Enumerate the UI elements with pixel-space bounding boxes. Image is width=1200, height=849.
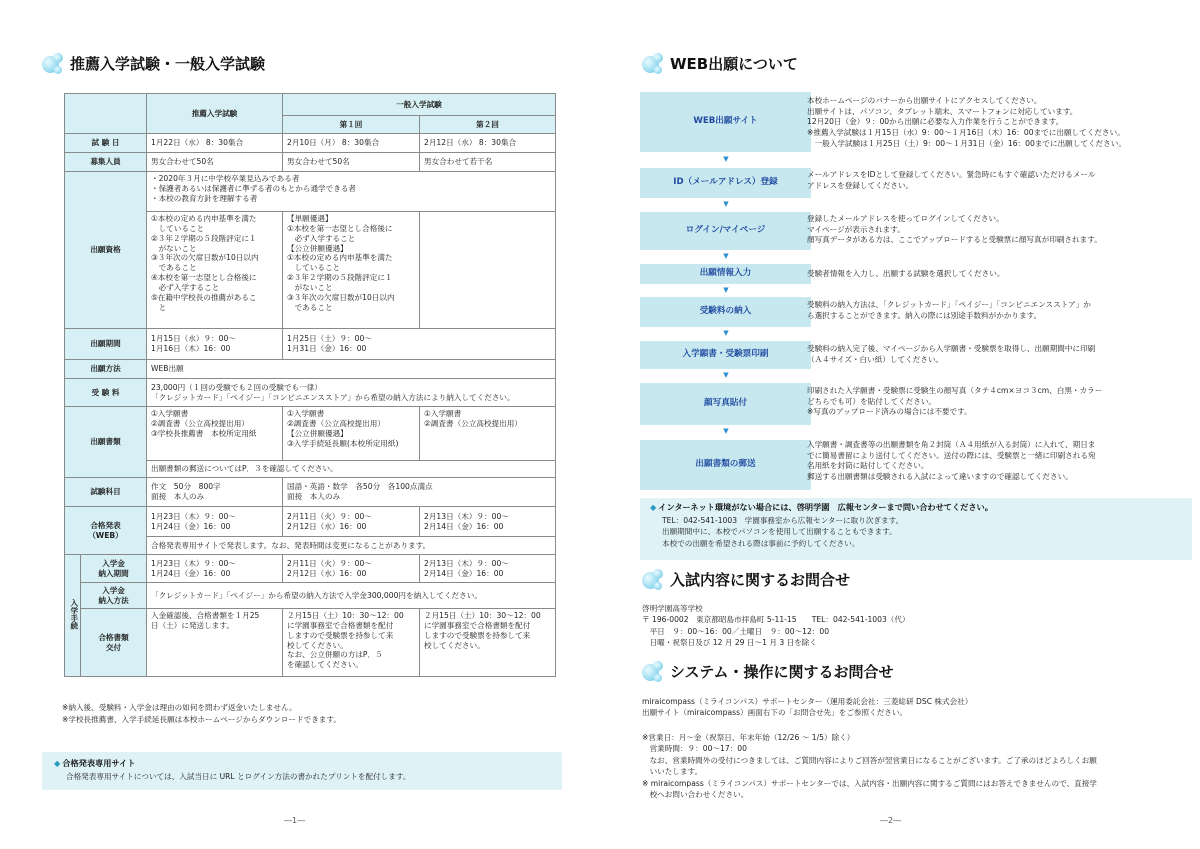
row-label-pay-period: 入学金 納入期間 — [81, 555, 147, 583]
row-label-fee: 受 験 料 — [65, 379, 147, 407]
flow-desc-web-site: 本校ホームページのバナーから出願サイトにアクセスしてください。 出願サイトは、パソコン、タブレット端末、スマートフォンに対応しています。 12月20日（金）９：00から出願に必要な入力作業を行うことができます。 ※推薦入学試験は１月15日（水）9：00～１月16日（木）16：00までに出願してください。 一般入学試験は１月25日（土）9：00～１月31日（金）16：00までに出願してください。 — [807, 96, 1126, 148]
fee-value: 23,000円（１回の受験でも２回の受験でも一律） 「クレジットカード」「ペイジー」「コンビニエンスストア」から希望の納入方法により納入してください。 — [147, 379, 556, 407]
right-page — [600, 0, 1200, 849]
flow-step-payment: 受験料の納入 — [640, 297, 811, 327]
qual-common-3: ・本校の教育方針を理解する者 — [151, 193, 258, 203]
row-label-period: 出願期間 — [65, 329, 147, 360]
qual-blank — [420, 212, 556, 329]
pay-period-r2: 2月13日（木）９：00～ 2月14日（金）16：00 — [420, 555, 556, 583]
docs-note: 出願書類の郵送についてはP．３を確認してください。 — [147, 461, 556, 478]
exam-date-r1: 2月10日（月） 8：30集合 — [283, 134, 420, 153]
exam-table — [64, 93, 556, 677]
result-rec: 1月23日（木）９：00～ 1月24日（金）16：00 — [147, 507, 283, 537]
triangle-down-icon: ▼ — [723, 200, 729, 208]
header-general: 一般入学試験 — [283, 94, 556, 116]
section-title-contact-system: システム・操作に関するお問合せ — [640, 660, 894, 684]
flow-step-mail: 出願書類の郵送 — [640, 440, 811, 490]
note-refund: ※納入後、受験料・入学金は理由の如何を問わず返金いたしません。 — [62, 703, 297, 712]
subjects-gen: 国語・英語・数学 各50分 各100点満点 面接 本人のみ — [283, 478, 556, 507]
qual-common-1: ・2020年３月に中学校卒業見込みである者 — [151, 174, 300, 183]
left-notes — [62, 702, 341, 726]
capacity-r1: 男女合わせて50名 — [283, 153, 420, 172]
triangle-down-icon: ▼ — [723, 155, 729, 163]
no-internet-line-1: TEL：042-541-1003 学園事務室から広報センターに取り次ぎます。 — [662, 516, 904, 526]
period-gen: 1月25日（土）９：00～ 1月31日（金）16：00 — [283, 329, 556, 360]
triangle-down-icon: ▼ — [723, 371, 729, 379]
row-label-capacity: 募集人員 — [65, 153, 147, 172]
row-label-documents: 出願書類 — [65, 407, 147, 478]
header-recommend: 推薦入学試験 — [147, 94, 283, 134]
header-round1: 第１回 — [283, 116, 420, 134]
result-site-box — [42, 752, 562, 790]
capacity-r2: 男女合わせて若干名 — [420, 153, 556, 172]
flow-desc-input: 受験者情報を入力し、出願する試験を選択してください。 — [807, 269, 1005, 278]
row-label-qualification: 出願資格 — [65, 172, 147, 329]
triangle-down-icon: ▼ — [723, 427, 729, 435]
row-label-exam-date: 試 験 日 — [65, 134, 147, 153]
bubble-icon — [640, 660, 664, 684]
enroll-group-label: 入学手続 — [65, 555, 81, 677]
capacity-rec: 男女合わせて50名 — [147, 153, 283, 172]
row-label-result: 合格発表 （WEB） — [65, 507, 147, 555]
flow-desc-print: 受験料の納入完了後、マイページから入学願書・受験票を取得し、出願期間中に印刷 （Ａ４サイズ・白い紙）してください。 — [807, 344, 1096, 364]
flow-step-web-site: WEB出願サイト — [640, 92, 811, 152]
row-label-method: 出願方法 — [65, 360, 147, 379]
qual-rec: ①本校の定める内申基準を満た していること ②３年２学期の５段階評定に１ がないこと ③３年次の欠席日数が10日以内 であること ④本校を第一志望とし合格後に 必ず入学すること ⑤在籍中学校長の推薦があるこ と — [147, 212, 283, 329]
qual-gen: 【単願優遇】 ①本校を第一志望とし合格後に 必ず入学すること 【公立併願優遇】 ①本校の定める内申基準を満た していること ②３年２学期の５段階評定に１ がないこと ③３年次の欠席日数が10日以内 であること — [283, 212, 420, 329]
result-site-title: ◆ 合格発表専用サイト — [54, 758, 550, 769]
page-number-2: ―2― — [880, 816, 902, 825]
method-value: WEB出願 — [147, 360, 556, 379]
flow-step-login: ログイン/マイページ — [640, 212, 811, 250]
docs-r2: ①入学願書 ②調査書（公立高校提出用） — [420, 407, 556, 461]
no-internet-title: ◆ インターネット環境がない場合には、啓明学園 広報センターまで問い合わせてください。 — [650, 502, 1182, 513]
section-title-web: WEB出願について — [640, 52, 798, 76]
result-r1: 2月11日（火）９：00～ 2月12日（水）16：00 — [283, 507, 420, 537]
flow-step-photo: 顔写真貼付 — [640, 383, 811, 425]
issue-r1: ２月15日（土）10：30～12：00 に学園事務室で合格書類を配付 しますので受験票を持参して来 校してください。 なお、公立併願の方はP．５ を確認してください。 — [283, 609, 420, 677]
header-round2: 第２回 — [420, 116, 556, 134]
bubble-icon — [640, 52, 664, 76]
page-number-1: ―1― — [284, 816, 306, 825]
contact-system-details: ※営業日：月～金（祝祭日、年末年始（12/26 ～ 1/5）除く） 営業時間：９：00～17：00 なお、営業時間外の受付につきましては、ご質問内容によりご回答が翌営業日になることがございます。ご了承のほどよろしくお願 いいたします。 ※ miraicompass（ミライコンパス）サポートセンターでは、入試内容・出願内容に関するご質問にはお答えできませんので、直接学 校へお問い合わせください。 — [642, 733, 1097, 799]
row-label-pay-method: 入学金 納入方法 — [81, 583, 147, 609]
issue-r2: ２月15日（土）10：30～12：00 に学園事務室で合格書類を配付 しますので受験票を持参して来 校してください。 — [420, 609, 556, 677]
exam-date-rec: 1月22日（水） 8：30集合 — [147, 134, 283, 153]
flow-step-print: 入学願書・受験票印刷 — [640, 341, 811, 369]
header-blank — [65, 94, 147, 134]
docs-r1: ①入学願書 ②調査書（公立高校提出用） 【公立併願優遇】 ③入学手続延長願(本校所定用紙) — [283, 407, 420, 461]
triangle-down-icon: ▼ — [723, 329, 729, 337]
bubble-icon — [640, 568, 664, 592]
result-site-text: 合格発表専用サイトについては、入試当日に URL とログイン方法の書かれたプリントを配付します。 — [66, 772, 411, 782]
row-label-subjects: 試験科目 — [65, 478, 147, 507]
period-rec: 1月15日（水）９：00～ 1月16日（木）16：00 — [147, 329, 283, 360]
pay-period-r1: 2月11日（火）９：00～ 2月12日（水）16：00 — [283, 555, 420, 583]
no-internet-line-3: 本校での出願を希望される際は事前に予約してください。 — [662, 538, 860, 548]
row-label-issue: 合格書類 交付 — [81, 609, 147, 677]
contact-system-info: miraicompass（ミライコンパス）サポートセンター（運用委託会社：三菱総研 DSC 株式会社） 出願サイト（miraicompass）画面右下の「お問合せ先」をご参照ください。 — [642, 697, 973, 718]
pay-period-rec: 1月23日（木）９：00～ 1月24日（金）16：00 — [147, 555, 283, 583]
flow-desc-photo: 印刷された入学願書・受験票に受験生の顔写真（タテ４cm×ヨコ３cm、白黒・カラー どちらでも可）を貼付してください。 ※写真のアップロード済みの場合には不要です。 — [807, 386, 1103, 417]
flow-desc-id-register: メールアドレスをIDとして登録してください。緊急時にもすぐ確認いただけるメール アドレスを登録してください。 — [807, 170, 1096, 190]
triangle-down-icon: ▼ — [723, 286, 729, 294]
subjects-rec: 作文 50分 800字 面接 本人のみ — [147, 478, 283, 507]
section-title-contact-exam: 入試内容に関するお問合せ — [640, 568, 850, 592]
no-internet-line-2: 出願期間中に、本校でパソコンを使用して出願することもできます。 — [662, 527, 897, 537]
note-download: ※学校長推薦書、入学手続延長願は本校ホームページからダウンロードできます。 — [62, 714, 341, 724]
flow-step-input: 出願情報入力 — [640, 264, 811, 284]
exam-date-r2: 2月12日（水） 8：30集合 — [420, 134, 556, 153]
flow-desc-login: 登録したメールアドレスを使ってログインしてください。 マイページが表示されます。 顔写真データがある方は、ここでアップロードすると受験票に顔写真が印刷されます。 — [807, 214, 1102, 245]
result-r2: 2月13日（木）９：00～ 2月14日（金）16：00 — [420, 507, 556, 537]
docs-rec: ①入学願書 ②調査書（公立高校提出用） ③学校長推薦書 本校所定用紙 — [147, 407, 283, 461]
bubble-icon — [40, 52, 64, 76]
no-internet-box — [640, 498, 1192, 560]
result-note: 合格発表専用サイトで発表します。なお、発表時間は変更になることがあります。 — [147, 537, 556, 555]
flow-desc-mail: 入学願書・調査書等の出願書類を角２封筒（Ａ４用紙が入る封筒）に入れて、期日ま でに簡易書留により送付してください。送付の際には、受験票と一緒に印刷される宛 名用紙を封筒に貼付してください。 郵送する出願書類は受験される入試によって違いますので確認してください。 — [807, 440, 1096, 481]
qual-common-2: ・保護者あるいは保護者に準ずる者のもとから通学できる者 — [151, 183, 357, 193]
pay-method-value: 「クレジットカード」「ペイジー」から希望の納入方法で入学金300,000円を納入してください。 — [147, 583, 556, 609]
issue-rec: 入金確認後、合格書類を１月25 日（土）に発送します。 — [147, 609, 283, 677]
triangle-down-icon: ▼ — [723, 252, 729, 260]
flow-desc-payment: 受験料の納入方法は、「クレジットカード」「ペイジー」「コンビニエンスストア」か ら選択することができます。納入の際には別途手数料がかかります。 — [807, 300, 1091, 320]
contact-exam-info: 啓明学園高等学校 〒 196-0002 東京都昭島市拝島町 5-11-15 TEL：042-541-1003（代） 平日 ９：00～16：00／土曜日 ９：00～12：00 日曜・祝祭日及び 12 月 29 日～1 月 3 日を除く — [642, 604, 910, 648]
flow-step-id-register: ID（メールアドレス）登録 — [640, 168, 811, 198]
section-title-exams: 推薦入学試験・一般入学試験 — [40, 52, 265, 76]
